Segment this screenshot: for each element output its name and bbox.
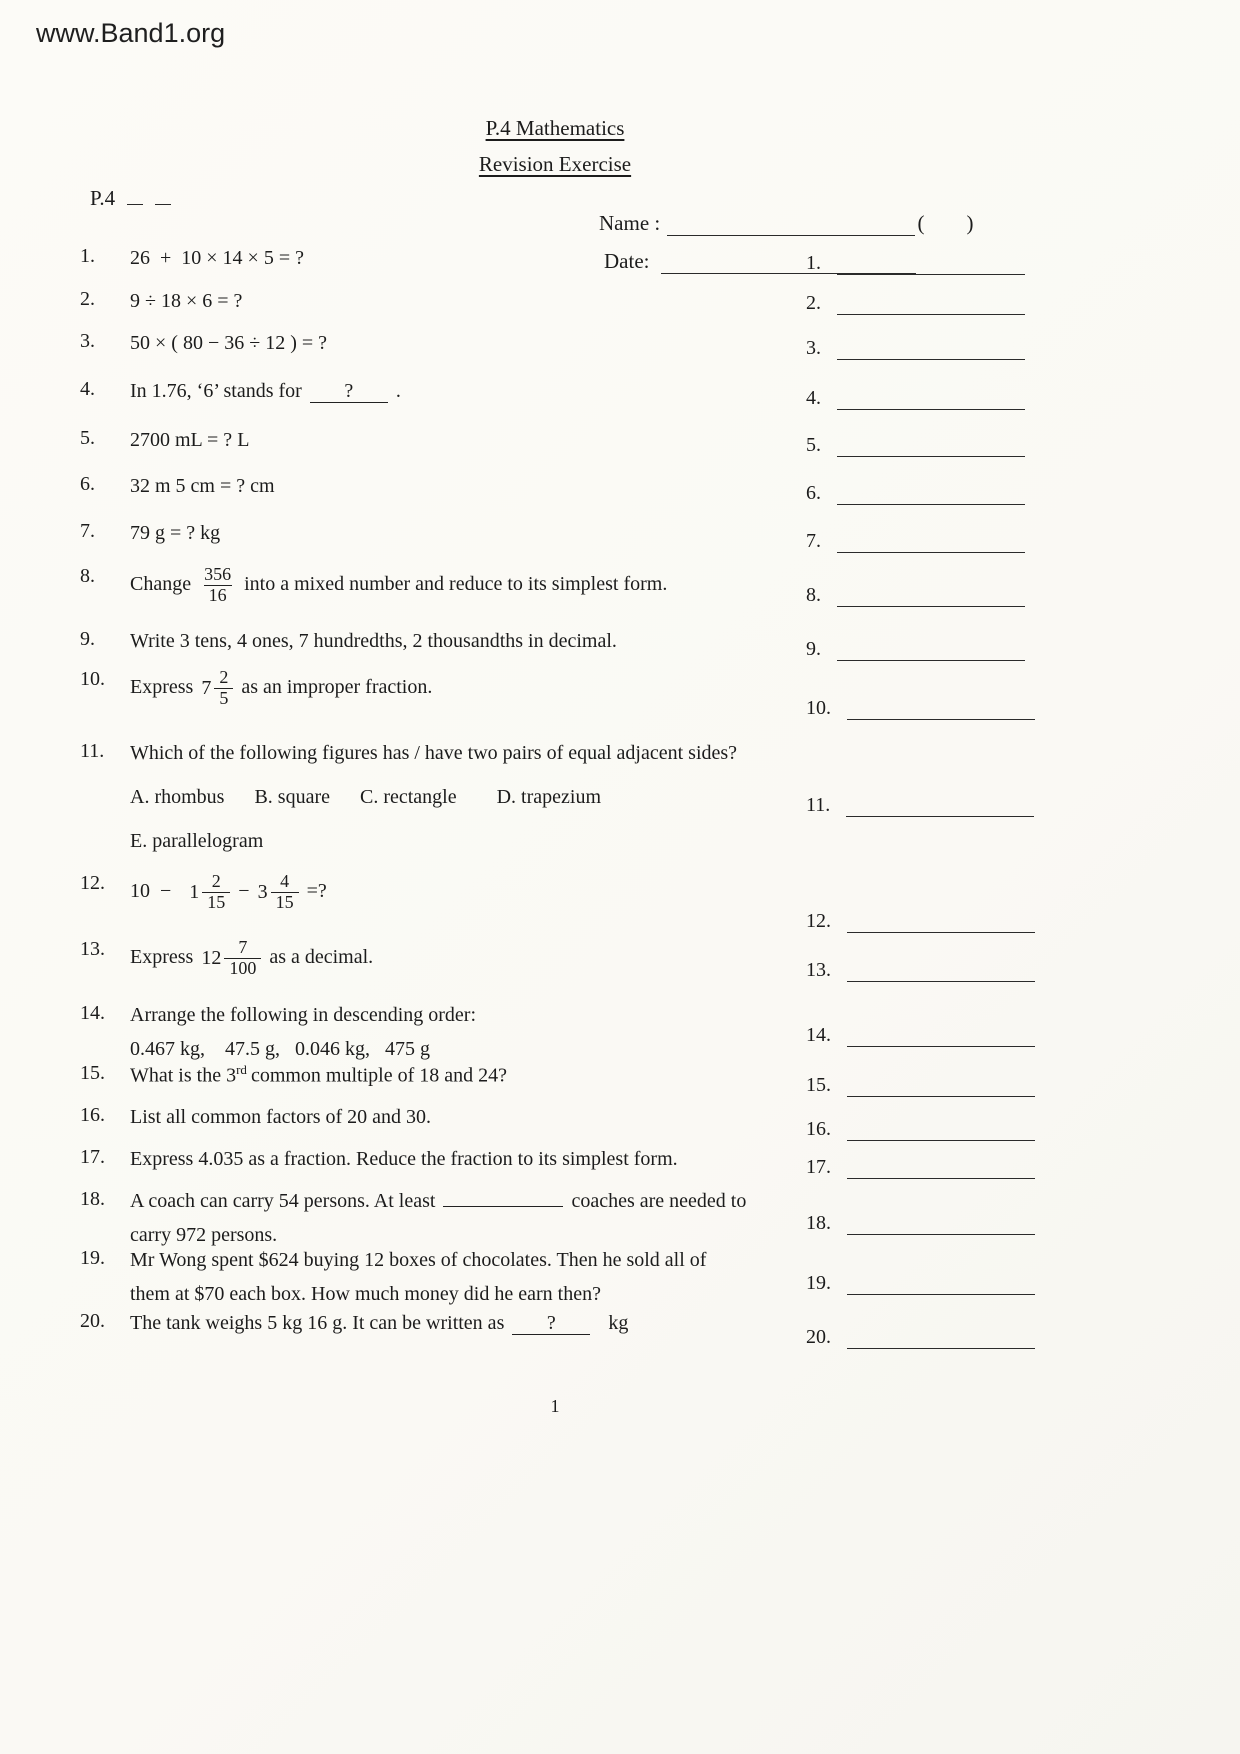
question-line xyxy=(130,784,810,810)
fraction-denominator: 16 xyxy=(204,585,232,606)
answer-slot-8 xyxy=(806,582,1025,607)
answer-number: 4. xyxy=(806,387,821,409)
question-body xyxy=(130,668,810,709)
answer-line xyxy=(847,1072,1035,1097)
question-body xyxy=(130,245,810,271)
answer-slot-10 xyxy=(806,695,1035,720)
answer-number: 5. xyxy=(806,434,821,456)
fraction-whole: 1 xyxy=(189,881,200,904)
question-line xyxy=(130,872,810,913)
watermark: www.Band1.org xyxy=(36,18,226,48)
fraction-numerator: 2 xyxy=(211,871,221,891)
question-number: 5. xyxy=(80,427,95,449)
question-20 xyxy=(80,1310,810,1336)
fraction xyxy=(189,872,230,913)
question-body xyxy=(130,872,810,913)
fraction-denominator: 100 xyxy=(224,958,261,979)
question-19 xyxy=(80,1247,810,1307)
question-13 xyxy=(80,938,810,979)
answer-number: 19. xyxy=(806,1272,831,1294)
question-text: =? xyxy=(306,879,327,902)
question-text: them at $70 each box. How much money did he earn then? xyxy=(130,1283,601,1305)
answer-line xyxy=(847,957,1035,982)
question-line xyxy=(130,288,810,314)
answer-line xyxy=(847,1022,1035,1047)
answer-line xyxy=(837,480,1025,505)
fraction-stack xyxy=(199,565,236,606)
question-text: 2700 mL = ? L xyxy=(130,429,250,451)
question-text: A coach can carry 54 persons. At least xyxy=(130,1190,436,1212)
question-number: 20. xyxy=(80,1310,105,1332)
answer-line xyxy=(837,636,1025,661)
answer-line xyxy=(846,792,1034,817)
question-7 xyxy=(80,520,810,546)
fraction-stack xyxy=(202,872,230,913)
fraction-numerator: 2 xyxy=(219,667,229,687)
fraction-denominator: 15 xyxy=(271,892,299,913)
question-line xyxy=(130,828,810,854)
fraction-denominator: 15 xyxy=(202,892,230,913)
question-text: Express 4.035 as a fraction. Reduce the fraction to its simplest form. xyxy=(130,1148,678,1170)
question-4 xyxy=(80,378,810,404)
question-body xyxy=(130,938,810,979)
question-18 xyxy=(80,1188,810,1248)
question-text: . xyxy=(395,380,401,402)
question-6 xyxy=(80,473,810,499)
answer-line xyxy=(837,582,1025,607)
question-line xyxy=(130,520,810,546)
title-line-2: Revision Exercise xyxy=(478,152,632,176)
question-text: Arrange the following in descending order: xyxy=(130,1004,477,1026)
page-number: 1 xyxy=(550,1396,560,1416)
question-text: 9 ÷ 18 × 6 = ? xyxy=(130,290,243,312)
answer-number: 13. xyxy=(806,959,831,981)
question-text: Write 3 tens, 4 ones, 7 hundredths, 2 thousandths in decimal. xyxy=(130,630,617,652)
question-text: 10 − xyxy=(130,879,182,902)
question-line xyxy=(130,1062,810,1089)
answer-slot-4 xyxy=(806,385,1025,410)
question-text: as an improper fraction. xyxy=(241,675,433,698)
question-body xyxy=(130,740,810,854)
answer-slot-20 xyxy=(806,1324,1035,1349)
question-number: 9. xyxy=(80,628,95,650)
answer-slot-2 xyxy=(806,290,1025,315)
question-number: 4. xyxy=(80,378,95,400)
question-line xyxy=(130,1281,810,1307)
answer-line xyxy=(847,1210,1035,1235)
title-line-1: P.4 Mathematics xyxy=(485,116,625,140)
fill-in-blank xyxy=(443,1206,563,1207)
question-body xyxy=(130,288,810,314)
question-line xyxy=(130,1247,810,1273)
fraction-numerator: 356 xyxy=(204,564,232,584)
question-line xyxy=(130,740,810,766)
question-body xyxy=(130,1104,810,1130)
question-line xyxy=(130,1222,810,1248)
question-1 xyxy=(80,245,810,271)
fraction xyxy=(201,938,261,979)
ordinal-suffix: rd xyxy=(236,1062,247,1077)
question-body xyxy=(130,427,810,453)
answer-slot-18 xyxy=(806,1210,1035,1235)
question-11 xyxy=(80,740,810,854)
answer-line xyxy=(837,432,1025,457)
question-number: 1. xyxy=(80,245,95,267)
fraction-whole: 7 xyxy=(201,677,212,700)
answer-number: 2. xyxy=(806,292,821,314)
fill-in-blank: ? xyxy=(512,1312,590,1335)
question-number: 10. xyxy=(80,668,105,690)
answer-slot-13 xyxy=(806,957,1035,982)
question-number: 15. xyxy=(80,1062,105,1084)
class-field xyxy=(90,184,171,211)
question-line xyxy=(130,1002,810,1028)
question-line xyxy=(130,330,810,356)
question-16 xyxy=(80,1104,810,1130)
question-text: Mr Wong spent $624 buying 12 boxes of chocolates. Then he sold all of xyxy=(130,1249,707,1271)
answer-number: 12. xyxy=(806,910,831,932)
question-text: carry 972 persons. xyxy=(130,1224,278,1246)
question-body xyxy=(130,1188,810,1248)
fraction-stack xyxy=(271,872,299,913)
question-5 xyxy=(80,427,810,453)
question-line xyxy=(130,1188,810,1214)
answer-slot-6 xyxy=(806,480,1025,505)
answer-line xyxy=(847,1270,1035,1295)
answer-number: 15. xyxy=(806,1074,831,1096)
answer-number: 16. xyxy=(806,1118,831,1140)
question-body xyxy=(130,330,810,356)
fraction-whole: 3 xyxy=(257,881,268,904)
answer-slot-7 xyxy=(806,528,1025,553)
question-body xyxy=(130,473,810,499)
question-text: kg xyxy=(598,1312,629,1334)
answer-number: 18. xyxy=(806,1212,831,1234)
question-number: 12. xyxy=(80,872,105,894)
question-text: coaches are needed to xyxy=(571,1190,747,1212)
question-number: 13. xyxy=(80,938,105,960)
question-number: 14. xyxy=(80,1002,105,1024)
answer-line xyxy=(837,528,1025,553)
answer-number: 9. xyxy=(806,638,821,660)
answer-slot-12 xyxy=(806,908,1035,933)
question-body xyxy=(130,565,810,606)
question-text: The tank weighs 5 kg 16 g. It can be written as xyxy=(130,1312,505,1334)
question-body xyxy=(130,1062,810,1089)
answer-number: 7. xyxy=(806,530,821,552)
question-line xyxy=(130,938,810,979)
answer-slot-9 xyxy=(806,636,1025,661)
fraction-stack xyxy=(214,668,233,709)
answer-number: 10. xyxy=(806,697,831,719)
date-label: Date: xyxy=(604,249,655,273)
question-text: What is the 3 xyxy=(130,1064,237,1087)
question-9 xyxy=(80,628,810,654)
question-text: 32 m 5 cm = ? cm xyxy=(130,475,275,497)
question-number: 19. xyxy=(80,1247,105,1269)
question-text: Express xyxy=(130,675,194,698)
question-text: Which of the following figures has / have two pairs of equal adjacent sides? xyxy=(130,742,738,764)
answer-slot-1 xyxy=(806,250,1025,275)
question-text: E. parallelogram xyxy=(130,830,264,852)
question-number: 18. xyxy=(80,1188,105,1210)
question-15 xyxy=(80,1062,810,1089)
answer-line xyxy=(837,385,1025,410)
question-body xyxy=(130,628,810,654)
question-text: 0.467 kg, 47.5 g, 0.046 kg, 475 g xyxy=(130,1038,430,1060)
question-text: as a decimal. xyxy=(269,945,374,968)
question-text: 50 × ( 80 − 36 ÷ 12 ) = ? xyxy=(130,332,328,354)
answer-number: 14. xyxy=(806,1024,831,1046)
answer-slot-17 xyxy=(806,1154,1035,1179)
answer-line xyxy=(847,1154,1035,1179)
question-body xyxy=(130,1002,810,1062)
question-line xyxy=(130,628,810,654)
fraction-numerator: 7 xyxy=(238,937,248,957)
answer-line xyxy=(837,335,1025,360)
question-text: common multiple of 18 and 24? xyxy=(250,1064,508,1087)
question-text: Change xyxy=(130,572,192,595)
question-line xyxy=(130,565,810,606)
answer-line xyxy=(847,908,1035,933)
question-text: into a mixed number and reduce to its simplest form. xyxy=(244,572,668,595)
answer-line xyxy=(847,695,1035,720)
question-line xyxy=(130,1036,810,1062)
fraction xyxy=(258,872,299,913)
question-line xyxy=(130,245,810,271)
fraction-numerator: 4 xyxy=(280,871,290,891)
fraction xyxy=(201,668,233,709)
question-text: A. rhombus B. square C. rectangle D. trapezium xyxy=(130,786,602,808)
answer-slot-15 xyxy=(806,1072,1035,1097)
answer-number: 3. xyxy=(806,337,821,359)
question-text: In 1.76, ‘6’ stands for xyxy=(130,380,302,402)
question-text: Express xyxy=(130,945,194,968)
question-14 xyxy=(80,1002,810,1062)
answer-number: 17. xyxy=(806,1156,831,1178)
question-10 xyxy=(80,668,810,709)
answer-slot-3 xyxy=(806,335,1025,360)
question-line xyxy=(130,473,810,499)
answer-slot-14 xyxy=(806,1022,1035,1047)
question-line xyxy=(130,1104,810,1130)
question-body xyxy=(130,1146,810,1172)
class-blank-1 xyxy=(127,184,143,205)
question-number: 7. xyxy=(80,520,95,542)
question-line xyxy=(130,427,810,453)
answer-line xyxy=(837,290,1025,315)
class-label: P.4 xyxy=(90,186,116,210)
question-number: 8. xyxy=(80,565,95,587)
question-number: 3. xyxy=(80,330,95,352)
question-2 xyxy=(80,288,810,314)
question-line xyxy=(130,1310,810,1336)
question-text: 79 g = ? kg xyxy=(130,522,221,544)
answer-number: 20. xyxy=(806,1326,831,1348)
answer-number: 11. xyxy=(806,794,831,816)
fill-in-blank: ? xyxy=(310,380,388,403)
answer-line xyxy=(837,250,1025,275)
question-text: 26 + 10 × 14 × 5 = ? xyxy=(130,247,304,269)
answer-slot-5 xyxy=(806,432,1025,457)
question-12 xyxy=(80,872,810,913)
question-number: 6. xyxy=(80,473,95,495)
question-text: − xyxy=(238,879,250,902)
question-number: 16. xyxy=(80,1104,105,1126)
name-paren: ( ) xyxy=(917,211,974,235)
question-number: 2. xyxy=(80,288,95,310)
question-number: 11. xyxy=(80,740,105,762)
answer-slot-11 xyxy=(806,792,1034,817)
fraction-stack xyxy=(224,938,261,979)
question-line xyxy=(130,378,810,404)
question-line xyxy=(130,668,810,709)
question-body xyxy=(130,1310,810,1336)
question-text: List all common factors of 20 and 30. xyxy=(130,1106,432,1128)
class-blank-2 xyxy=(155,184,171,205)
question-body xyxy=(130,520,810,546)
question-17 xyxy=(80,1146,810,1172)
question-3 xyxy=(80,330,810,356)
fraction xyxy=(199,565,236,606)
answer-slot-19 xyxy=(806,1270,1035,1295)
fraction-whole: 12 xyxy=(201,947,222,970)
answer-number: 8. xyxy=(806,584,821,606)
question-number: 17. xyxy=(80,1146,105,1168)
answer-number: 1. xyxy=(806,252,821,274)
question-line xyxy=(130,1146,810,1172)
answer-number: 6. xyxy=(806,482,821,504)
question-8 xyxy=(80,565,810,606)
question-body xyxy=(130,378,810,404)
answer-slot-16 xyxy=(806,1116,1035,1141)
question-body xyxy=(130,1247,810,1307)
name-label: Name : xyxy=(599,211,666,235)
answer-line xyxy=(847,1324,1035,1349)
answer-line xyxy=(847,1116,1035,1141)
fraction-denominator: 5 xyxy=(214,688,233,709)
